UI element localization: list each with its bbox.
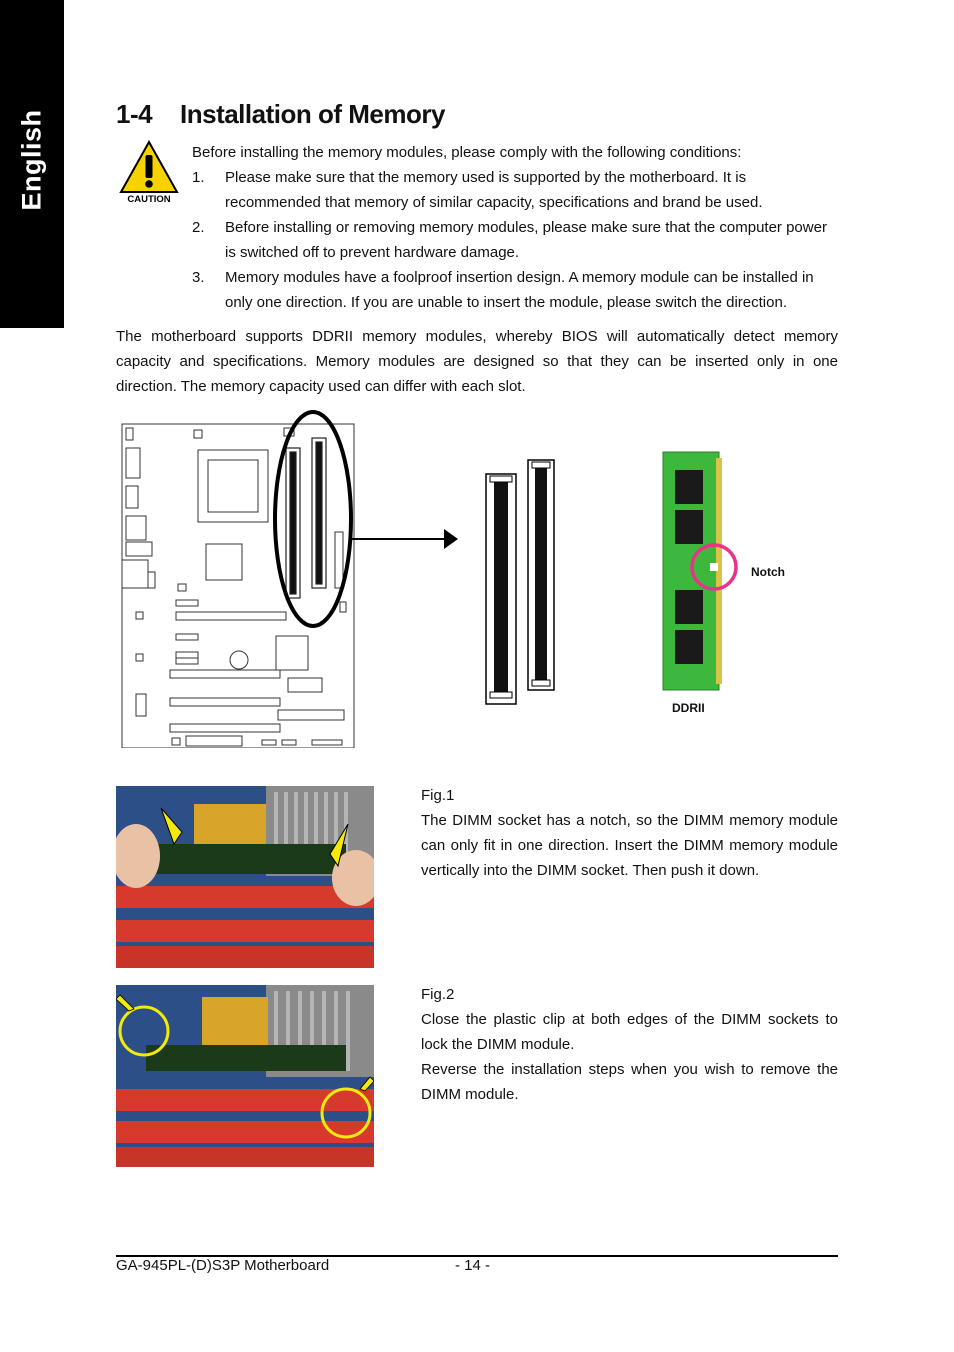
memory-diagram — [116, 408, 838, 748]
fig1-caption — [421, 783, 838, 883]
footer-page-number: - 14 - — [455, 1257, 491, 1274]
section-number: 1-4 — [116, 99, 153, 129]
ddrii-label: DDRII — [672, 701, 705, 715]
section-title — [116, 99, 445, 130]
footer-model: GA-945PL-(D)S3P Motherboard — [116, 1257, 330, 1274]
list-item — [192, 265, 838, 315]
board-dimm-slots — [286, 438, 326, 598]
conditions-intro: Before installing the memory modules, please comply with the following conditions: — [192, 144, 742, 161]
fig2-title: Fig.2 — [421, 986, 455, 1003]
caution-icon — [118, 140, 180, 204]
section-heading: Installation of Memory — [180, 99, 445, 129]
language-tab-label: English — [16, 109, 47, 211]
fig2-caption — [421, 982, 838, 1107]
caution-label: CAUTION — [127, 194, 171, 204]
conditions-block — [192, 140, 838, 315]
list-text: Memory modules have a foolproof insertion design. A memory module can be installed in only one direction. If you are unable to insert the module, please switch the direction. — [225, 269, 814, 311]
list-number: 1. — [192, 169, 205, 186]
fig1-text: The DIMM socket has a notch, so the DIMM memory module can only fit in one direction. Insert the DIMM memory module vertically into the DIMM socket. Then push it down. — [421, 812, 838, 879]
fig2-text-1: Close the plastic clip at both edges of the DIMM sockets to lock the DIMM module. — [421, 1011, 838, 1053]
list-text: Before installing or removing memory modules, please make sure that the computer power is switched off to prevent hardware damage. — [225, 219, 827, 261]
arrow-right-icon — [444, 529, 458, 549]
list-number: 2. — [192, 219, 205, 236]
notch-label: Notch — [751, 565, 785, 579]
enlarged-dimm-slots — [486, 460, 554, 704]
fig1-title: Fig.1 — [421, 787, 455, 804]
installation-photo-2 — [116, 985, 374, 1167]
language-tab — [0, 0, 64, 328]
list-item — [192, 215, 838, 265]
list-text: Please make sure that the memory used is supported by the motherboard. It is recommended that memory of similar capacity, specifications and brand be used. — [225, 169, 763, 211]
body-paragraph: The motherboard supports DDRII memory modules, whereby BIOS will automatically detect memory capacity and specifications. Memory modules are designed so that they can be inserted only in one direction. The memory capacity used can differ with each slot. — [116, 328, 838, 395]
list-number: 3. — [192, 269, 205, 286]
list-item — [192, 165, 838, 215]
installation-photo-1 — [116, 786, 374, 968]
fig2-text-2: Reverse the installation steps when you wish to remove the DIMM module. — [421, 1061, 838, 1103]
